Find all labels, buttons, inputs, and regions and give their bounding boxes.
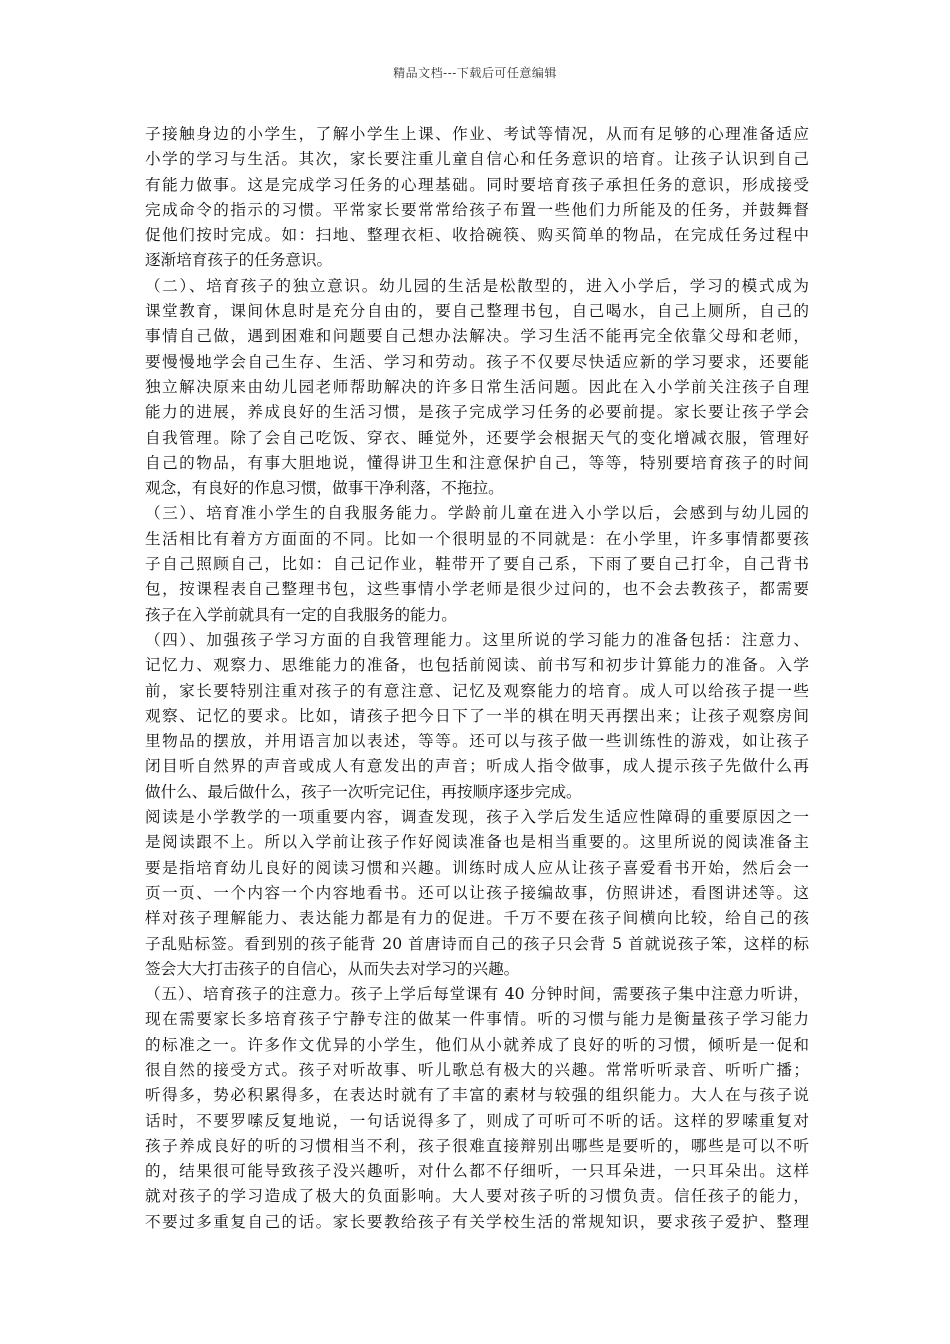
paragraph: [145, 628, 809, 805]
text-line: 能力的进展，养成良好的生活习惯，是孩子完成学习任务的必要前提。家长要让孩子学会: [145, 403, 809, 422]
text-line: 完成命令的指示的习惯。平常家长要常常给孩子布置一些他们力所能及的任务，并鼓舞督: [145, 200, 809, 219]
text-line: 就对孩子的学习造成了极大的负面影响。大人要对孩子听的习惯负责。信任孩子的能力，: [145, 1187, 809, 1206]
text-line: 包，按课程表自己整理书包，这些事情小学老师是很少过问的，也不会去教孩子，都需要: [145, 580, 809, 599]
text-line: 生活相比有着方方面面的不同。比如一个很明显的不同就是：在小学里，许多事情都要孩: [145, 529, 809, 548]
text-line: 不要过多重复自己的话。家长要教给孩子有关学校生活的常规知识，要求孩子爱护、整理: [145, 1212, 809, 1231]
text-line: 子乱贴标签。看到别的孩子能背 20 首唐诗而自己的孩子只会背 5 首就说孩子笨，这样的标: [145, 934, 809, 953]
text-line: 页一页、一个内容一个内容地看书。还可以让孩子接编故事，仿照讲述，看图讲述等。这: [145, 883, 809, 902]
text-line: 的，结果很可能导致孩子没兴趣听，对什么都不仔细听，一只耳朵进，一只耳朵出。这样: [145, 1162, 809, 1181]
text-line: 独立解决原来由幼儿园老师帮助解决的许多日常生活问题。因此在入小学前关注孩子自理: [145, 377, 809, 396]
text-line: （五）、培育孩子的注意力。孩子上学后每堂课有 40 分钟时间，需要孩子集中注意力听讲，: [145, 985, 809, 1004]
text-line: 观察、记忆的要求。比如，请孩子把今日下了一半的棋在明天再摆出来；让孩子观察房间: [145, 706, 809, 725]
text-line: （三）、培育准小学生的自我服务能力。学龄前儿童在进入小学以后，会感到与幼儿园的: [145, 504, 809, 523]
text-line: 样对孩子理解能力、表达能力都是有力的促进。千万不要在孩子间横向比较，给自己的孩: [145, 909, 809, 928]
text-line: 小学的学习与生活。其次，家长要注重儿童自信心和任务意识的培育。让孩子认识到自己: [145, 150, 809, 169]
paragraph: [145, 805, 809, 982]
text-line: 听得多，势必积累得多，在表达时就有了丰富的素材与较强的组织能力。大人在与孩子说: [145, 1086, 809, 1105]
document-body: [145, 122, 809, 1235]
text-line: 现在需要家长多培育孩子宁静专注的做某一件事情。听的习惯与能力是衡量孩子学习能力: [145, 1010, 809, 1029]
text-line: 促他们按时完成。如：扫地、整理衣柜、收拾碗筷、购买简单的物品，在完成任务过程中: [145, 226, 809, 245]
paragraph: [145, 122, 809, 274]
text-line: 有能力做事。这是完成学习任务的心理基础。同时要培育孩子承担任务的意识，形成接受: [145, 175, 809, 194]
text-line: 课堂教育，课间休息时是充分自由的，要自己整理书包，自己喝水，自己上厕所，自己的: [145, 302, 809, 321]
paragraph: [145, 501, 809, 627]
text-line: 要慢慢地学会自己生存、生活、学习和劳动。孩子不仅要尽快适应新的学习要求，还要能: [145, 352, 809, 371]
text-line: 很自然的接受方式。孩子对听故事、听儿歌总有极大的兴趣。常常听听录音、听听广播；: [145, 1060, 809, 1079]
text-line: 自我管理。除了会自己吃饭、穿衣、睡觉外，还要学会根据天气的变化增减衣服，管理好: [145, 428, 809, 447]
text-line: 话时，不要罗嗦反复地说，一句话说得多了，则成了可听可不听的话。这样的罗嗦重复对: [145, 1111, 809, 1130]
text-line: 子接触身边的小学生，了解小学生上课、作业、考试等情况，从而有足够的心理准备适应: [145, 125, 809, 143]
text-line: 要是指培育幼儿良好的阅读习惯和兴趣。训练时成人应从让孩子喜爱看书开始，然后会一: [145, 858, 809, 877]
text-line: 闭目听自然界的声音或成人有意发出的声音；听成人指令做事，成人提示孩子先做什么再: [145, 757, 809, 776]
text-line: 子自己照顾自己，比如：自己记作业，鞋带开了要自己系，下雨了要自己打伞，自己背书: [145, 555, 809, 574]
text-line: 自己的物品，有事大胆地说，懂得讲卫生和注意保护自己，等等，特别要培育孩子的时间: [145, 453, 809, 472]
text-line: （二）、培育孩子的独立意识。幼儿园的生活是松散型的，进入小学后，学习的模式成为: [145, 276, 809, 295]
text-line: 的标准之一。许多作文优异的小学生，他们从小就养成了良好的听的习惯，倾听是一促和: [145, 1035, 809, 1054]
text-line: 里物品的摆放，并用语言加以表述，等等。还可以与孩子做一些训练性的游戏，如让孩子: [145, 732, 809, 751]
page-header: 精品文档---下载后可任意编辑: [393, 66, 557, 80]
text-line: 是阅读跟不上。所以入学前让孩子作好阅读准备也是相当重要的。这里所说的阅读准备主: [145, 833, 809, 852]
paragraph: [145, 982, 809, 1235]
text-line: 逐渐培育孩子的任务意识。: [145, 251, 333, 270]
text-line: 签会大大打击孩子的自信心，从而失去对学习的兴趣。: [145, 959, 520, 978]
text-line: 前，家长要特别注重对孩子的有意注意、记忆及观察能力的培育。成人可以给孩子提一些: [145, 681, 809, 700]
text-line: 观念，有良好的作息习惯，做事干净利落，不拖拉。: [145, 479, 504, 498]
text-line: 阅读是小学教学的一项重要内容，调查发现，孩子入学后发生适应性障碍的重要原因之一: [145, 808, 809, 827]
paragraph: [145, 274, 809, 502]
text-line: 孩子在入学前就具有一定的自我服务的能力。: [145, 605, 457, 624]
text-line: 孩子养成良好的听的习惯相当不利，孩子很难直接辩别出哪些是要听的，哪些是可以不听: [145, 1136, 809, 1155]
text-line: 做什么、最后做什么，孩子一次听完记住，再按顺序逐步完成。: [145, 782, 582, 801]
text-line: 事情自己做，遇到困难和问题要自己想办法解决。学习生活不能再完全依靠父母和老师，: [145, 327, 809, 346]
text-line: 记忆力、观察力、思维能力的准备，也包括前阅读、前书写和初步计算能力的准备。入学: [145, 656, 809, 675]
text-line: （四）、加强孩子学习方面的自我管理能力。这里所说的学习能力的准备包括：注意力、: [145, 630, 809, 649]
